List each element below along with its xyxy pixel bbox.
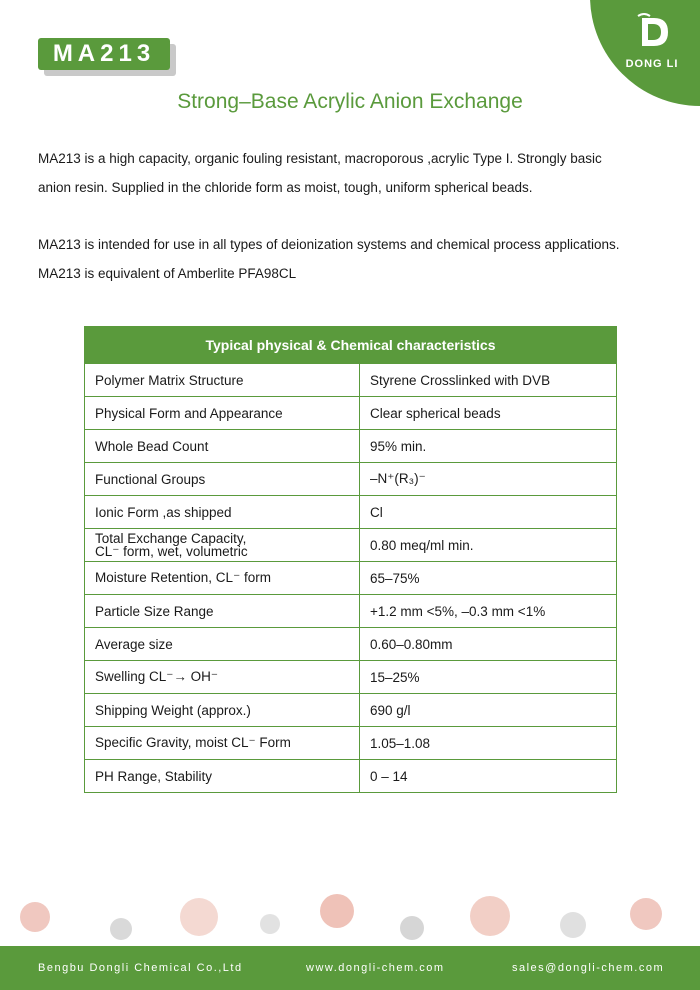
footer-company: Bengbu Dongli Chemical Co.,Ltd <box>38 962 243 974</box>
table-row <box>85 397 617 430</box>
value-cell: 0.80 meq/ml min. <box>360 529 617 562</box>
value-cell: –N⁺(R₃)⁻ <box>360 463 617 496</box>
property-line: Total Exchange Capacity, <box>95 531 247 546</box>
table-row <box>85 595 617 628</box>
decor-dot <box>400 916 424 940</box>
molecule-decoration <box>0 888 700 948</box>
company-logo <box>612 10 692 82</box>
property-cell: Moisture Retention, CL⁻ form <box>85 562 360 595</box>
page-title: Strong–Base Acrylic Anion Exchange <box>177 90 523 113</box>
property-cell: Functional Groups <box>85 463 360 496</box>
property-cell: Whole Bead Count <box>85 430 360 463</box>
table-header-row <box>85 327 617 364</box>
decor-dot <box>20 902 50 932</box>
property-cell: Swelling CL⁻→ OH⁻ <box>85 661 360 694</box>
property-cell: Shipping Weight (approx.) <box>85 694 360 727</box>
table-row <box>85 760 617 793</box>
footer-email-link[interactable]: sales@dongli-chem.com <box>512 962 665 974</box>
table-row <box>85 364 617 397</box>
table-header: Typical physical & Chemical characteristics <box>85 327 617 364</box>
usage-paragraph <box>38 230 658 288</box>
property-cell: Ionic Form ,as shipped <box>85 496 360 529</box>
property-cell: Physical Form and Appearance <box>85 397 360 430</box>
table-row <box>85 529 617 562</box>
value-cell: Clear spherical beads <box>360 397 617 430</box>
table-row <box>85 694 617 727</box>
property-cell: Average size <box>85 628 360 661</box>
decor-dot <box>630 898 662 930</box>
value-cell: 1.05–1.08 <box>360 727 617 760</box>
value-cell: 95% min. <box>360 430 617 463</box>
property-cell: Particle Size Range <box>85 595 360 628</box>
decor-dot <box>180 898 218 936</box>
table-row <box>85 628 617 661</box>
table-row <box>85 562 617 595</box>
paragraph-line: MA213 is equivalent of Amberlite PFA98CL <box>38 266 297 281</box>
footer-bar <box>0 946 700 990</box>
description-paragraph <box>38 144 658 202</box>
property-cell: Polymer Matrix Structure <box>85 364 360 397</box>
footer-website-link[interactable]: www.dongli-chem.com <box>306 962 445 974</box>
table-row <box>85 430 617 463</box>
dragon-d-icon <box>630 10 674 54</box>
decor-dot <box>560 912 586 938</box>
table-row <box>85 661 617 694</box>
table-row <box>85 727 617 760</box>
table-row <box>85 463 617 496</box>
paragraph-line: MA213 is intended for use in all types of deionization systems and chemical process applications. <box>38 237 620 252</box>
paragraph-line: MA213 is a high capacity, organic fouling resistant, macroporous ,acrylic Type I. Strongly basic <box>38 151 602 166</box>
property-cell <box>85 529 360 562</box>
table-row <box>85 496 617 529</box>
characteristics-table <box>84 326 617 793</box>
decor-dot <box>320 894 354 928</box>
value-cell: Styrene Crosslinked with DVB <box>360 364 617 397</box>
value-cell: 690 g/l <box>360 694 617 727</box>
paragraph-line: anion resin. Supplied in the chloride form as moist, tough, uniform spherical beads. <box>38 180 533 195</box>
value-cell: +1.2 mm <5%, –0.3 mm <1% <box>360 595 617 628</box>
value-cell: 0.60–0.80mm <box>360 628 617 661</box>
property-line: CL⁻ form, wet, volumetric <box>95 544 248 559</box>
decor-dot <box>260 914 280 934</box>
value-cell: 0 – 14 <box>360 760 617 793</box>
property-cell: PH Range, Stability <box>85 760 360 793</box>
value-cell: Cl <box>360 496 617 529</box>
property-cell: Specific Gravity, moist CL⁻ Form <box>85 727 360 760</box>
decor-dot <box>470 896 510 936</box>
product-badge: MA213 <box>38 38 170 70</box>
value-cell: 65–75% <box>360 562 617 595</box>
value-cell: 15–25% <box>360 661 617 694</box>
decor-dot <box>110 918 132 940</box>
logo-text: DONG LI <box>625 58 679 70</box>
